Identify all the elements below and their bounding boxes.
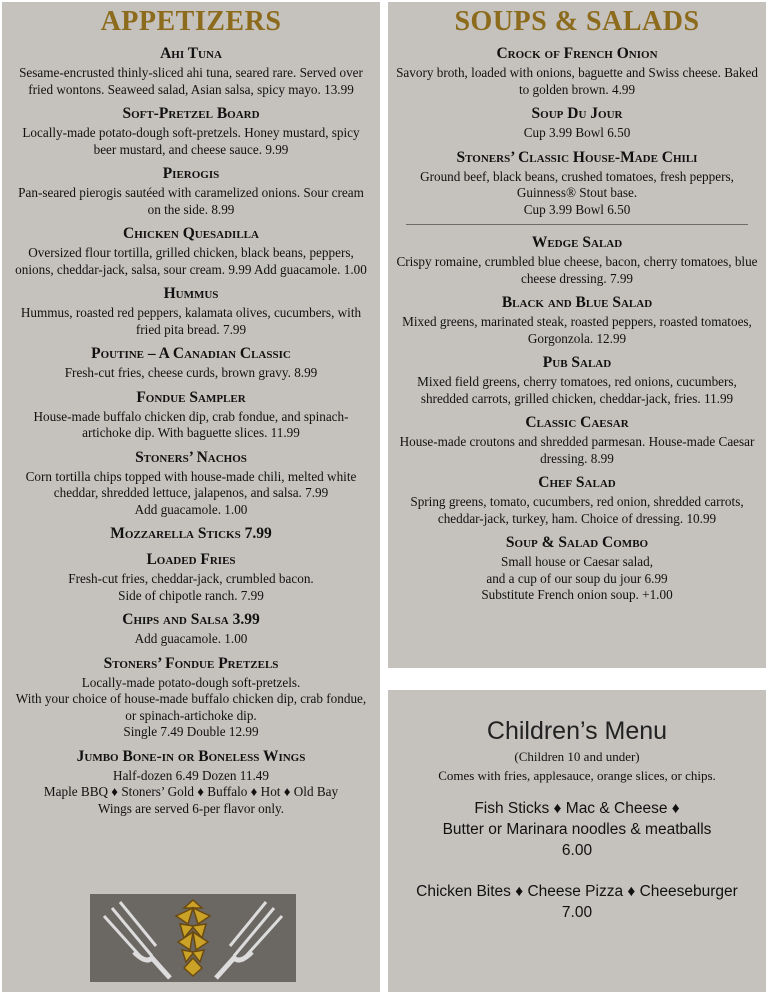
section-divider	[406, 224, 748, 225]
menu-item	[10, 224, 372, 278]
menu-item-description: Half-dozen 6.49 Dozen 11.49 Maple BBQ ♦ Stoners’ Gold ♦ Buffalo ♦ Hot ♦ Old Bay Wings are served 6-per flavor only.	[43, 767, 339, 816]
menu-item-name: Stoners’ Classic House-Made Chili	[456, 148, 698, 166]
menu-item-name: Stoners’ Fondue Pretzels	[103, 654, 279, 672]
fork-icon	[216, 902, 282, 978]
kids-group1-line2: Butter or Marinara noodles & meatballs	[442, 821, 712, 838]
menu-item	[396, 104, 758, 142]
soup-list	[388, 44, 766, 218]
menu-item-description: Savory broth, loaded with onions, baguette and Swiss cheese. Baked to golden brown. 4.99	[396, 65, 758, 97]
kids-group2-line1: Chicken Bites ♦ Cheese Pizza ♦ Cheeseburger	[416, 883, 738, 900]
menu-item-description: Locally-made potato-dough soft-pretzels. With your choice of house-made buffalo chicken dip, crab fondue, or spinach-artichoke dip. Single 7.49 Double 12.99	[15, 674, 367, 739]
menu-item-name: Chips and Salsa 3.99	[122, 611, 260, 628]
menu-item-name: Crock of French Onion	[496, 45, 658, 62]
menu-item	[10, 747, 372, 818]
menu-item-description: Ground beef, black beans, crushed tomatoes, fresh peppers, Guinness® Stout base. Cup 3.99 Bowl 6.50	[420, 168, 734, 217]
menu-item	[10, 388, 372, 442]
menu-item	[396, 44, 758, 98]
menu-item-name: Hummus	[163, 285, 219, 302]
restaurant-logo	[90, 894, 296, 982]
menu-item-name: Jumbo Bone-in or Boneless Wings	[76, 747, 306, 765]
menu-item	[10, 284, 372, 338]
menu-item-name: Classic Caesar	[525, 414, 629, 431]
menu-item	[10, 448, 372, 519]
soups-salads-title: SOUPS & SALADS	[454, 6, 700, 37]
menu-item-description: Small house or Caesar salad, and a cup of our soup du jour 6.99 Substitute French onion soup. +1.00	[481, 554, 673, 602]
menu-item	[396, 233, 758, 287]
soups-salads-panel	[388, 2, 766, 668]
menu-item	[10, 344, 372, 382]
menu-item-description: Crispy romaine, crumbled blue cheese, bacon, cherry tomatoes, blue cheese dressing. 7.99	[396, 254, 758, 286]
menu-item	[10, 164, 372, 218]
menu-item-description: Hummus, roasted red peppers, kalamata olives, cucumbers, with fried pita bread. 7.99	[20, 305, 362, 337]
menu-item-description: Mixed field greens, cherry tomatoes, red onions, cucumbers, shredded carrots, grilled chicken, cheddar-jack, fries. 11.99	[417, 374, 737, 406]
menu-item-name: Ahi Tuna	[160, 45, 222, 62]
menu-item-description: Locally-made potato-dough soft-pretzels. Honey mustard, spicy beer mustard, and cheese sauce. 9.99	[22, 125, 360, 157]
menu-item	[10, 104, 372, 158]
kids-group1-price: 6.00	[561, 842, 593, 859]
menu-item	[396, 533, 758, 604]
menu-item-description: Cup 3.99 Bowl 6.50	[523, 125, 631, 140]
salad-list	[388, 233, 766, 604]
menu-item-name: Mozzarella Sticks 7.99	[110, 525, 272, 542]
menu-item	[10, 654, 372, 741]
menu-item-description: Pan-seared pierogis sautéed with caramelized onions. Sour cream on the side. 8.99	[18, 185, 364, 217]
menu-item-name: Black and Blue Salad	[501, 294, 653, 311]
fork-icon	[104, 902, 170, 978]
sides-note: Comes with fries, applesauce, orange slices, or chips.	[438, 768, 716, 783]
age-note: (Children 10 and under)	[514, 749, 640, 764]
menu-item	[10, 610, 372, 648]
appetizer-list	[2, 44, 380, 817]
menu-item-name: Soup Du Jour	[531, 105, 623, 122]
menu-item-name: Chicken Quesadilla	[123, 225, 259, 242]
menu-item-description: Sesame-encrusted thinly-sliced ahi tuna, seared rare. Served over fried wontons. Seaweed salad, Asian salsa, spicy mayo. 13.99	[19, 65, 363, 97]
menu-item	[396, 148, 758, 219]
menu-item-name: Poutine – A Canadian Classic	[91, 345, 291, 362]
menu-item	[396, 473, 758, 527]
menu-item-description: Spring greens, tomato, cucumbers, red onion, shredded carrots, cheddar-jack, turkey, ham. Choice of dressing. 10.99	[410, 494, 744, 526]
childrens-menu-panel	[388, 690, 766, 992]
menu-item-name: Fondue Sampler	[136, 388, 246, 406]
menu-item-name: Chef Salad	[538, 474, 616, 491]
kids-group2-price: 7.00	[561, 904, 593, 921]
menu-item-description: Mixed greens, marinated steak, roasted peppers, roasted tomatoes, Gorgonzola. 12.99	[402, 314, 752, 346]
menu-item	[10, 44, 372, 98]
menu-item-name: Wedge Salad	[531, 234, 623, 251]
menu-item-description: Corn tortilla chips topped with house-made chili, melted white cheddar, shredded lettuce, jalapenos, and salsa. 7.99 Add guacamole. 1.00	[25, 468, 357, 517]
menu-item-description: Fresh-cut fries, cheese curds, brown gravy. 8.99	[64, 365, 318, 380]
menu-item	[396, 293, 758, 347]
childrens-menu-title: Children’s Menu	[486, 717, 668, 745]
menu-item	[396, 413, 758, 467]
appetizers-panel	[2, 2, 380, 992]
menu-item-description: House-made buffalo chicken dip, crab fondue, and spinach-artichoke dip. With baguette slices. 11.99	[33, 408, 349, 440]
menu-item-name: Stoners’ Nachos	[135, 448, 247, 466]
menu-item-name: Soft-Pretzel Board	[122, 105, 260, 122]
hop-cone-icon	[176, 900, 210, 976]
menu-item-description: House-made croutons and shredded parmesan. House-made Caesar dressing. 8.99	[399, 434, 755, 466]
menu-item-name: Loaded Fries	[146, 551, 236, 568]
menu-item-name: Soup & Salad Combo	[505, 534, 649, 551]
menu-item-description: Add guacamole. 1.00	[134, 631, 248, 646]
menu-item-description: Fresh-cut fries, cheddar-jack, crumbled bacon. Side of chipotle ranch. 7.99	[68, 571, 314, 603]
menu-item	[10, 524, 372, 544]
menu-item	[10, 550, 372, 604]
menu-item-name: Pub Salad	[542, 354, 612, 371]
menu-item	[396, 353, 758, 407]
appetizers-title: APPETIZERS	[100, 6, 282, 37]
kids-group1-line1: Fish Sticks ♦ Mac & Cheese ♦	[474, 800, 680, 817]
menu-item-name: Pierogis	[162, 165, 220, 182]
menu-item-description: Oversized flour tortilla, grilled chicken, black beans, peppers, onions, cheddar-jack, salsa, sour cream. 9.99 Add guacamole. 1.00	[15, 245, 367, 277]
